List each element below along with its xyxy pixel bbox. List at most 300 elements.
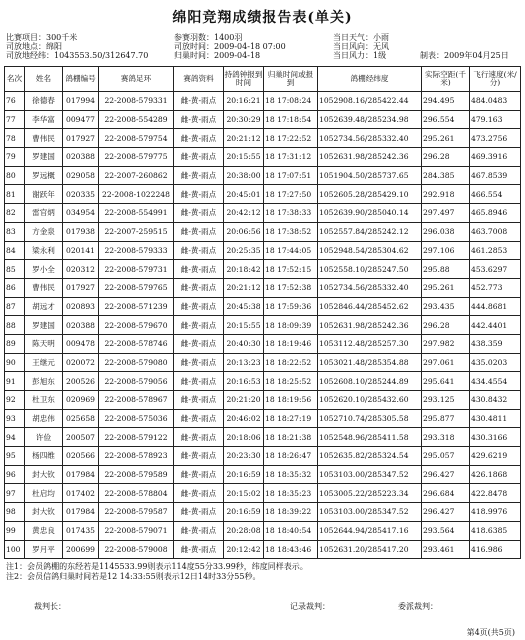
cell-speed: 430.8432 <box>470 391 521 410</box>
cell-name: 黄忠良 <box>25 521 63 540</box>
cell-distance: 297.982 <box>422 334 470 353</box>
cell-loft-id: 009478 <box>63 334 99 353</box>
cell-arrival: 18 18:26:47 <box>264 447 318 466</box>
cell-speed: 435.0203 <box>470 353 521 372</box>
cell-arrival: 18 18:40:54 <box>264 521 318 540</box>
cell-arrival: 18 18:43:46 <box>264 540 318 559</box>
cell-coords: 1052644.94/285417.16 <box>318 521 422 540</box>
cell-rank: 92 <box>5 391 25 410</box>
cell-clock-time: 20:38:00 <box>224 166 264 185</box>
cell-ring: 22-2008-1022248 <box>99 185 174 204</box>
cell-loft-id: 034954 <box>63 204 99 223</box>
cell-name: 梁永利 <box>25 241 63 260</box>
table-row <box>5 92 521 111</box>
notes <box>6 562 308 582</box>
cell-ring: 22-2008-579331 <box>99 92 174 111</box>
cell-distance: 296.554 <box>422 110 470 129</box>
cell-coords: 1052558.10/285247.50 <box>318 260 422 279</box>
cell-arrival: 18 18:27:19 <box>264 409 318 428</box>
cell-distance: 297.061 <box>422 353 470 372</box>
cell-speed: 463.7008 <box>470 222 521 241</box>
table-header-row <box>5 67 521 92</box>
cell-rank: 80 <box>5 166 25 185</box>
results-table <box>4 66 521 559</box>
cell-speed: 467.8539 <box>470 166 521 185</box>
cell-ring: 22-2008-554991 <box>99 204 174 223</box>
table-row <box>5 260 521 279</box>
sign-referee-chief: 裁判长： <box>34 602 66 611</box>
table-row <box>5 391 521 410</box>
cell-speed: 418.6385 <box>470 521 521 540</box>
cell-coords: 1052639.48/285234.98 <box>318 110 422 129</box>
col-arrival: 归巢时间或报到 <box>264 67 318 92</box>
cell-clock-time: 20:18:06 <box>224 428 264 447</box>
cell-arrival: 18 17:08:24 <box>264 92 318 111</box>
cell-loft-id: 200526 <box>63 372 99 391</box>
table-row <box>5 503 521 522</box>
cell-distance: 297.497 <box>422 204 470 223</box>
cell-rank: 94 <box>5 428 25 447</box>
cell-arrival: 18 18:19:56 <box>264 391 318 410</box>
cell-name: 彭旭东 <box>25 372 63 391</box>
cell-ring: 22-2008-579589 <box>99 465 174 484</box>
cell-clock-time: 20:45:01 <box>224 185 264 204</box>
meta-mid <box>174 33 286 60</box>
meta-left <box>6 33 148 60</box>
cell-arrival: 18 17:38:33 <box>264 204 318 223</box>
cell-loft-id: 017994 <box>63 92 99 111</box>
table-row <box>5 353 521 372</box>
cell-rank: 97 <box>5 484 25 503</box>
table-row <box>5 204 521 223</box>
cell-coords: 1053103.00/285347.52 <box>318 465 422 484</box>
cell-distance: 295.88 <box>422 260 470 279</box>
table-row <box>5 222 521 241</box>
cell-loft-id: 200699 <box>63 540 99 559</box>
cell-pigeon-info: 雌-黄-雨点 <box>174 110 224 129</box>
cell-ring: 22-2008-579587 <box>99 503 174 522</box>
cell-loft-id: 020388 <box>63 148 99 167</box>
table-row <box>5 428 521 447</box>
table-row <box>5 278 521 297</box>
cell-ring: 22-2008-579754 <box>99 129 174 148</box>
cell-coords: 1052734.56/285332.40 <box>318 278 422 297</box>
cell-rank: 88 <box>5 316 25 335</box>
cell-name: 陈天明 <box>25 334 63 353</box>
cell-name: 罗小全 <box>25 260 63 279</box>
cell-rank: 95 <box>5 447 25 466</box>
cell-ring: 22-2008-579056 <box>99 372 174 391</box>
col-ring: 赛鸽足环 <box>99 67 174 92</box>
cell-loft-id: 029058 <box>63 166 99 185</box>
page-number: 第4页(共5页) <box>466 628 515 637</box>
table-row <box>5 409 521 428</box>
table-row <box>5 148 521 167</box>
cell-name: 胡远才 <box>25 297 63 316</box>
cell-ring: 22-2008-578967 <box>99 391 174 410</box>
cell-pigeon-info: 雌-黄-雨点 <box>174 503 224 522</box>
table-row <box>5 372 521 391</box>
cell-ring: 22-2008-579765 <box>99 278 174 297</box>
table-row <box>5 241 521 260</box>
cell-pigeon-info: 雌-黄-雨点 <box>174 222 224 241</box>
cell-ring: 22-2007-260862 <box>99 166 174 185</box>
meta-wind-force: 当日风力：1级 <box>333 51 387 60</box>
cell-speed: 416.986 <box>470 540 521 559</box>
cell-ring: 22-2008-578923 <box>99 447 174 466</box>
cell-ring: 22-2007-259515 <box>99 222 174 241</box>
table-row <box>5 297 521 316</box>
cell-pigeon-info: 雌-黄-雨点 <box>174 129 224 148</box>
cell-clock-time: 20:46:02 <box>224 409 264 428</box>
sign-dispatch-referee: 委派裁判： <box>398 602 438 611</box>
cell-speed: 479.163 <box>470 110 521 129</box>
cell-distance: 295.261 <box>422 278 470 297</box>
cell-speed: 422.8478 <box>470 484 521 503</box>
cell-ring: 22-2008-571239 <box>99 297 174 316</box>
cell-clock-time: 20:13:23 <box>224 353 264 372</box>
cell-distance: 296.28 <box>422 148 470 167</box>
cell-clock-time: 20:06:56 <box>224 222 264 241</box>
meta-entries: 参赛羽数：1400羽 <box>174 33 243 42</box>
cell-arrival: 18 17:52:15 <box>264 260 318 279</box>
cell-rank: 93 <box>5 409 25 428</box>
meta-right <box>333 33 389 60</box>
cell-distance: 293.461 <box>422 540 470 559</box>
cell-arrival: 18 18:35:32 <box>264 465 318 484</box>
cell-name: 罗远概 <box>25 166 63 185</box>
cell-distance: 284.385 <box>422 166 470 185</box>
cell-speed: 466.554 <box>470 185 521 204</box>
cell-loft-id: 009477 <box>63 110 99 129</box>
cell-pigeon-info: 雌-黄-雨点 <box>174 409 224 428</box>
cell-arrival: 18 18:35:23 <box>264 484 318 503</box>
cell-loft-id: 017435 <box>63 521 99 540</box>
cell-arrival: 18 18:25:52 <box>264 372 318 391</box>
note-1: 注1：会员鸽棚的东经若是1145533.99则表示114度55分33.99秒，纬度同样表示。 <box>6 562 308 571</box>
cell-speed: 444.8681 <box>470 297 521 316</box>
cell-coords: 1052631.20/285417.20 <box>318 540 422 559</box>
meta-wind-direction: 当日风向：无风 <box>333 42 389 51</box>
cell-clock-time: 20:21:12 <box>224 129 264 148</box>
cell-arrival: 18 18:19:46 <box>264 334 318 353</box>
table-row <box>5 465 521 484</box>
cell-coords: 1052635.82/285324.54 <box>318 447 422 466</box>
cell-coords: 1052548.96/285411.58 <box>318 428 422 447</box>
cell-name: 李华富 <box>25 110 63 129</box>
cell-arrival: 18 17:22:52 <box>264 129 318 148</box>
sign-record-referee: 记录裁判： <box>290 602 330 611</box>
cell-rank: 91 <box>5 372 25 391</box>
cell-loft-id: 017402 <box>63 484 99 503</box>
cell-arrival: 18 18:21:38 <box>264 428 318 447</box>
cell-clock-time: 20:40:30 <box>224 334 264 353</box>
cell-ring: 22-2008-579775 <box>99 148 174 167</box>
cell-distance: 297.106 <box>422 241 470 260</box>
cell-coords: 1052631.98/285242.36 <box>318 316 422 335</box>
cell-pigeon-info: 雌-黄-雨点 <box>174 241 224 260</box>
cell-name: 罗月平 <box>25 540 63 559</box>
cell-coords: 1052846.44/285452.62 <box>318 297 422 316</box>
cell-pigeon-info: 雌-黄-雨点 <box>174 465 224 484</box>
cell-distance: 296.427 <box>422 465 470 484</box>
cell-coords: 1052639.90/285040.14 <box>318 204 422 223</box>
meta-event: 比赛项目：300千米 <box>6 33 78 42</box>
cell-rank: 90 <box>5 353 25 372</box>
cell-loft-id: 020969 <box>63 391 99 410</box>
cell-speed: 461.2853 <box>470 241 521 260</box>
cell-loft-id: 017938 <box>63 222 99 241</box>
cell-clock-time: 20:16:53 <box>224 372 264 391</box>
cell-coords: 1052631.98/285242.36 <box>318 148 422 167</box>
cell-clock-time: 20:30:29 <box>224 110 264 129</box>
col-coords: 鸽棚经纬度 <box>318 67 422 92</box>
cell-distance: 295.057 <box>422 447 470 466</box>
cell-ring: 22-2008-575036 <box>99 409 174 428</box>
cell-name: 许俭 <box>25 428 63 447</box>
cell-loft-id: 200507 <box>63 428 99 447</box>
cell-arrival: 18 18:22:52 <box>264 353 318 372</box>
cell-coords: 1053021.48/285354.88 <box>318 353 422 372</box>
meta-made-date: 制表：2009年04月25日 <box>420 51 509 60</box>
cell-arrival: 18 17:18:54 <box>264 110 318 129</box>
meta-release-time: 司放时间：2009-04-18 07:00 <box>174 42 286 51</box>
cell-clock-time: 20:15:55 <box>224 316 264 335</box>
cell-name: 杜启均 <box>25 484 63 503</box>
cell-name: 徐德春 <box>25 92 63 111</box>
cell-clock-time: 20:21:20 <box>224 391 264 410</box>
note-2: 注2：会员信鸽归巢时间若是12 14:33:55则表示12日14时33分55秒。 <box>6 572 261 581</box>
cell-name: 杜卫东 <box>25 391 63 410</box>
cell-distance: 295.641 <box>422 372 470 391</box>
cell-arrival: 18 17:44:05 <box>264 241 318 260</box>
col-loft-id: 鸽棚编号 <box>63 67 99 92</box>
cell-name: 曹伟民 <box>25 129 63 148</box>
cell-speed: 473.2756 <box>470 129 521 148</box>
col-rank: 名次 <box>5 67 25 92</box>
cell-distance: 295.877 <box>422 409 470 428</box>
cell-pigeon-info: 雌-黄-雨点 <box>174 334 224 353</box>
cell-distance: 296.038 <box>422 222 470 241</box>
cell-speed: 469.3916 <box>470 148 521 167</box>
cell-arrival: 18 17:31:12 <box>264 148 318 167</box>
cell-rank: 78 <box>5 129 25 148</box>
cell-speed: 442.4401 <box>470 316 521 335</box>
cell-loft-id: 025658 <box>63 409 99 428</box>
cell-clock-time: 20:42:12 <box>224 204 264 223</box>
cell-name: 方金泉 <box>25 222 63 241</box>
cell-coords: 1052908.16/285422.44 <box>318 92 422 111</box>
cell-rank: 84 <box>5 241 25 260</box>
cell-coords: 1052608.10/285244.89 <box>318 372 422 391</box>
meta-weather: 当日天气：小雨 <box>333 33 389 42</box>
col-pigeon-info: 赛鸽资料 <box>174 67 224 92</box>
cell-name: 罗建国 <box>25 148 63 167</box>
cell-name: 胡忠伟 <box>25 409 63 428</box>
cell-clock-time: 20:16:59 <box>224 465 264 484</box>
cell-rank: 99 <box>5 521 25 540</box>
cell-speed: 453.6297 <box>470 260 521 279</box>
cell-speed: 465.8946 <box>470 204 521 223</box>
cell-clock-time: 20:28:08 <box>224 521 264 540</box>
cell-ring: 22-2008-578746 <box>99 334 174 353</box>
cell-ring: 22-2008-554289 <box>99 110 174 129</box>
cell-speed: 426.1868 <box>470 465 521 484</box>
table-row <box>5 185 521 204</box>
cell-arrival: 18 17:38:52 <box>264 222 318 241</box>
cell-pigeon-info: 雌-黄-雨点 <box>174 372 224 391</box>
cell-speed: 430.3166 <box>470 428 521 447</box>
cell-loft-id: 020566 <box>63 447 99 466</box>
cell-rank: 96 <box>5 465 25 484</box>
cell-clock-time: 20:16:21 <box>224 92 264 111</box>
cell-name: 曹伟民 <box>25 278 63 297</box>
cell-speed: 434.4554 <box>470 372 521 391</box>
cell-rank: 89 <box>5 334 25 353</box>
cell-arrival: 18 17:52:38 <box>264 278 318 297</box>
cell-speed: 429.6219 <box>470 447 521 466</box>
cell-pigeon-info: 雌-黄-雨点 <box>174 391 224 410</box>
col-speed: 飞行速度(米/分) <box>470 67 521 92</box>
cell-coords: 1053112.48/285257.30 <box>318 334 422 353</box>
cell-pigeon-info: 雌-黄-雨点 <box>174 447 224 466</box>
table-row <box>5 110 521 129</box>
cell-rank: 77 <box>5 110 25 129</box>
cell-arrival: 18 18:39:22 <box>264 503 318 522</box>
cell-pigeon-info: 雌-黄-雨点 <box>174 540 224 559</box>
cell-distance: 295.261 <box>422 129 470 148</box>
cell-speed: 430.4811 <box>470 409 521 428</box>
cell-distance: 293.435 <box>422 297 470 316</box>
cell-distance: 294.495 <box>422 92 470 111</box>
table-row <box>5 129 521 148</box>
cell-arrival: 18 17:59:36 <box>264 297 318 316</box>
cell-speed: 484.0483 <box>470 92 521 111</box>
cell-clock-time: 20:25:35 <box>224 241 264 260</box>
cell-loft-id: 017927 <box>63 129 99 148</box>
cell-distance: 293.125 <box>422 391 470 410</box>
cell-coords: 1053005.22/285223.34 <box>318 484 422 503</box>
cell-loft-id: 017984 <box>63 503 99 522</box>
report-title: 绵阳竞翔成绩报告表(单关) <box>172 10 353 26</box>
cell-name: 王继元 <box>25 353 63 372</box>
cell-arrival: 18 17:07:51 <box>264 166 318 185</box>
cell-rank: 98 <box>5 503 25 522</box>
cell-rank: 86 <box>5 278 25 297</box>
cell-rank: 76 <box>5 92 25 111</box>
cell-arrival: 18 17:27:50 <box>264 185 318 204</box>
cell-clock-time: 20:18:42 <box>224 260 264 279</box>
cell-pigeon-info: 雌-黄-雨点 <box>174 166 224 185</box>
cell-pigeon-info: 雌-黄-雨点 <box>174 204 224 223</box>
cell-clock-time: 20:15:02 <box>224 484 264 503</box>
cell-pigeon-info: 雌-黄-雨点 <box>174 278 224 297</box>
cell-pigeon-info: 雌-黄-雨点 <box>174 316 224 335</box>
cell-speed: 452.773 <box>470 278 521 297</box>
cell-rank: 87 <box>5 297 25 316</box>
cell-loft-id: 017984 <box>63 465 99 484</box>
cell-name: 罗建国 <box>25 316 63 335</box>
table-row <box>5 484 521 503</box>
cell-loft-id: 020312 <box>63 260 99 279</box>
cell-name: 雷官炳 <box>25 204 63 223</box>
cell-pigeon-info: 雌-黄-雨点 <box>174 185 224 204</box>
cell-clock-time: 20:45:38 <box>224 297 264 316</box>
cell-ring: 22-2008-579333 <box>99 241 174 260</box>
cell-loft-id: 017927 <box>63 278 99 297</box>
cell-ring: 22-2008-579670 <box>99 316 174 335</box>
cell-rank: 100 <box>5 540 25 559</box>
cell-name: 谢跃年 <box>25 185 63 204</box>
cell-clock-time: 20:21:12 <box>224 278 264 297</box>
cell-clock-time: 20:12:42 <box>224 540 264 559</box>
table-row <box>5 334 521 353</box>
col-distance: 实际空距(千米) <box>422 67 470 92</box>
cell-pigeon-info: 雌-黄-雨点 <box>174 353 224 372</box>
cell-ring: 22-2008-579008 <box>99 540 174 559</box>
table-row <box>5 447 521 466</box>
meta-release-place: 司放地点：绵阳 <box>6 42 62 51</box>
cell-clock-time: 20:23:30 <box>224 447 264 466</box>
table-row <box>5 316 521 335</box>
col-clock-time: 持鸽钟报到时间 <box>224 67 264 92</box>
cell-ring: 22-2008-579080 <box>99 353 174 372</box>
cell-loft-id: 020893 <box>63 297 99 316</box>
cell-rank: 81 <box>5 185 25 204</box>
cell-clock-time: 20:16:59 <box>224 503 264 522</box>
cell-pigeon-info: 雌-黄-雨点 <box>174 92 224 111</box>
cell-name: 封大钦 <box>25 503 63 522</box>
cell-distance: 296.28 <box>422 316 470 335</box>
cell-coords: 1052948.54/285304.62 <box>318 241 422 260</box>
cell-coords: 1052557.84/285242.12 <box>318 222 422 241</box>
cell-rank: 82 <box>5 204 25 223</box>
cell-rank: 83 <box>5 222 25 241</box>
cell-distance: 292.918 <box>422 185 470 204</box>
table-row <box>5 540 521 559</box>
cell-speed: 438.359 <box>470 334 521 353</box>
cell-coords: 1052605.28/285429.10 <box>318 185 422 204</box>
meta-return-date: 归巢时间：2009-04-18 <box>174 51 261 60</box>
cell-distance: 293.318 <box>422 428 470 447</box>
cell-pigeon-info: 雌-黄-雨点 <box>174 428 224 447</box>
cell-loft-id: 020072 <box>63 353 99 372</box>
cell-ring: 22-2008-579122 <box>99 428 174 447</box>
cell-loft-id: 020335 <box>63 185 99 204</box>
cell-name: 封大钦 <box>25 465 63 484</box>
cell-ring: 22-2008-578804 <box>99 484 174 503</box>
cell-pigeon-info: 雌-黄-雨点 <box>174 260 224 279</box>
cell-coords: 1051904.50/285737.65 <box>318 166 422 185</box>
cell-rank: 85 <box>5 260 25 279</box>
cell-coords: 1053103.00/285347.52 <box>318 503 422 522</box>
cell-pigeon-info: 雌-黄-雨点 <box>174 148 224 167</box>
cell-pigeon-info: 雌-黄-雨点 <box>174 484 224 503</box>
table-row <box>5 521 521 540</box>
cell-arrival: 18 18:09:39 <box>264 316 318 335</box>
col-name: 姓名 <box>25 67 63 92</box>
cell-speed: 418.9976 <box>470 503 521 522</box>
cell-clock-time: 20:15:55 <box>224 148 264 167</box>
cell-distance: 293.564 <box>422 521 470 540</box>
cell-ring: 22-2008-579731 <box>99 260 174 279</box>
cell-coords: 1052620.10/285432.60 <box>318 391 422 410</box>
cell-coords: 1052734.56/285332.40 <box>318 129 422 148</box>
cell-name: 杨四维 <box>25 447 63 466</box>
cell-rank: 79 <box>5 148 25 167</box>
cell-distance: 296.684 <box>422 484 470 503</box>
cell-loft-id: 020141 <box>63 241 99 260</box>
